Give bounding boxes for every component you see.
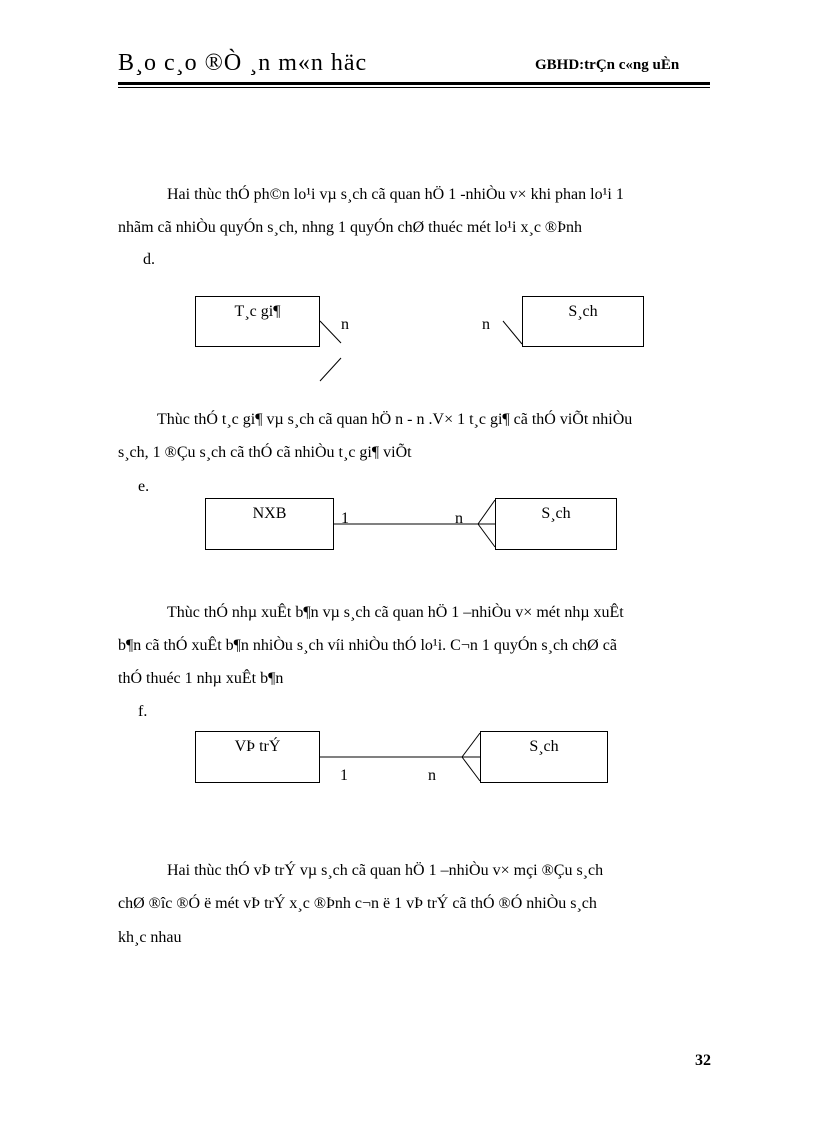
diagram-d-left-connector-lower [320, 358, 341, 381]
paragraph-2-line-1: Thùc thÓ t¸c gi¶ vµ s¸ch cã quan hÖ n - n .V× 1 t¸c gi¶ cã thÓ viÕt nhiÒu [157, 411, 633, 428]
cardinality-label: n [341, 316, 349, 333]
entity-label: T¸c gi¶ [234, 303, 281, 320]
diagram-f-crowfoot-lower [462, 757, 480, 781]
diagram-f-crowfoot-upper [462, 733, 480, 757]
paragraph-3-line-3: thÓ thuéc 1 nhµ xuÊt b¶n [118, 670, 284, 687]
diagram-e-crowfoot-upper [478, 500, 495, 524]
entity-label: S¸ch [568, 303, 598, 320]
entity-box-vi-tri [195, 731, 320, 783]
paragraph-1-line-2: nhãm cã nhiÒu quyÓn s¸ch, nhng 1 quyÓn chØ thuéc mét lo¹i x¸c ®Þnh [118, 219, 582, 236]
section-label-e: e. [138, 478, 150, 495]
paragraph-3-line-2: b¶n cã thÓ xuÊt b¶n nhiÒu s¸ch víi nhiÒu thÓ lo¹i. C¬n 1 quyÓn s¸ch chØ cã [118, 637, 617, 654]
entity-box-nxb [205, 498, 334, 550]
entity-box-sach-f [480, 731, 608, 783]
paragraph-4-line-2: chØ ®îc ®Ó ë mét vÞ trÝ x¸c ®Þnh c¬n ë 1 vÞ trÝ cã thÓ ®Ó nhiÒu s¸ch [118, 895, 597, 912]
header-title: B¸o c¸o ®Ò ¸n m«n häc [118, 50, 368, 76]
header-advisor: GBHD:trÇn c«ng uÈn [535, 57, 680, 73]
entity-box-sach-e [495, 498, 617, 550]
paragraph-4-line-3: kh¸c nhau [118, 929, 182, 946]
entity-label: VÞ trÝ [234, 738, 281, 755]
section-label-f: f. [138, 703, 148, 720]
entity-box-sach-d [522, 296, 644, 347]
page-number: 32 [695, 1052, 711, 1069]
entity-label: S¸ch [541, 505, 571, 522]
diagram-d-right-connector [503, 321, 522, 344]
paragraph-4-line-1: Hai thùc thÓ vÞ trÝ vµ s¸ch cã quan hÖ 1 –nhiÒu v× mçi ®Çu s¸ch [167, 862, 604, 879]
paragraph-1-line-1: Hai thùc thÓ ph©n lo¹i vµ s¸ch cã quan hÖ 1 -nhiÒu v× khi phan lo¹i 1 [167, 186, 624, 203]
diagram-d-left-connector [320, 321, 341, 343]
cardinality-label: 1 [341, 510, 349, 527]
diagram-e-crowfoot-lower [478, 524, 495, 547]
entity-label: NXB [252, 505, 287, 522]
entity-label: S¸ch [529, 738, 559, 755]
paragraph-2-line-2: s¸ch, 1 ®Çu s¸ch cã thÓ cã nhiÒu t¸c gi¶ viÕt [118, 444, 412, 461]
entity-box-tac-gia [195, 296, 320, 347]
paragraph-3-line-1: Thùc thÓ nhµ xuÊt b¶n vµ s¸ch cã quan hÖ 1 –nhiÒu v× mét nhµ xuÊt [167, 604, 624, 621]
cardinality-label: 1 [340, 767, 348, 784]
cardinality-label: n [455, 510, 463, 527]
cardinality-label: n [482, 316, 490, 333]
section-label-d: d. [143, 251, 155, 268]
cardinality-label: n [428, 767, 436, 784]
